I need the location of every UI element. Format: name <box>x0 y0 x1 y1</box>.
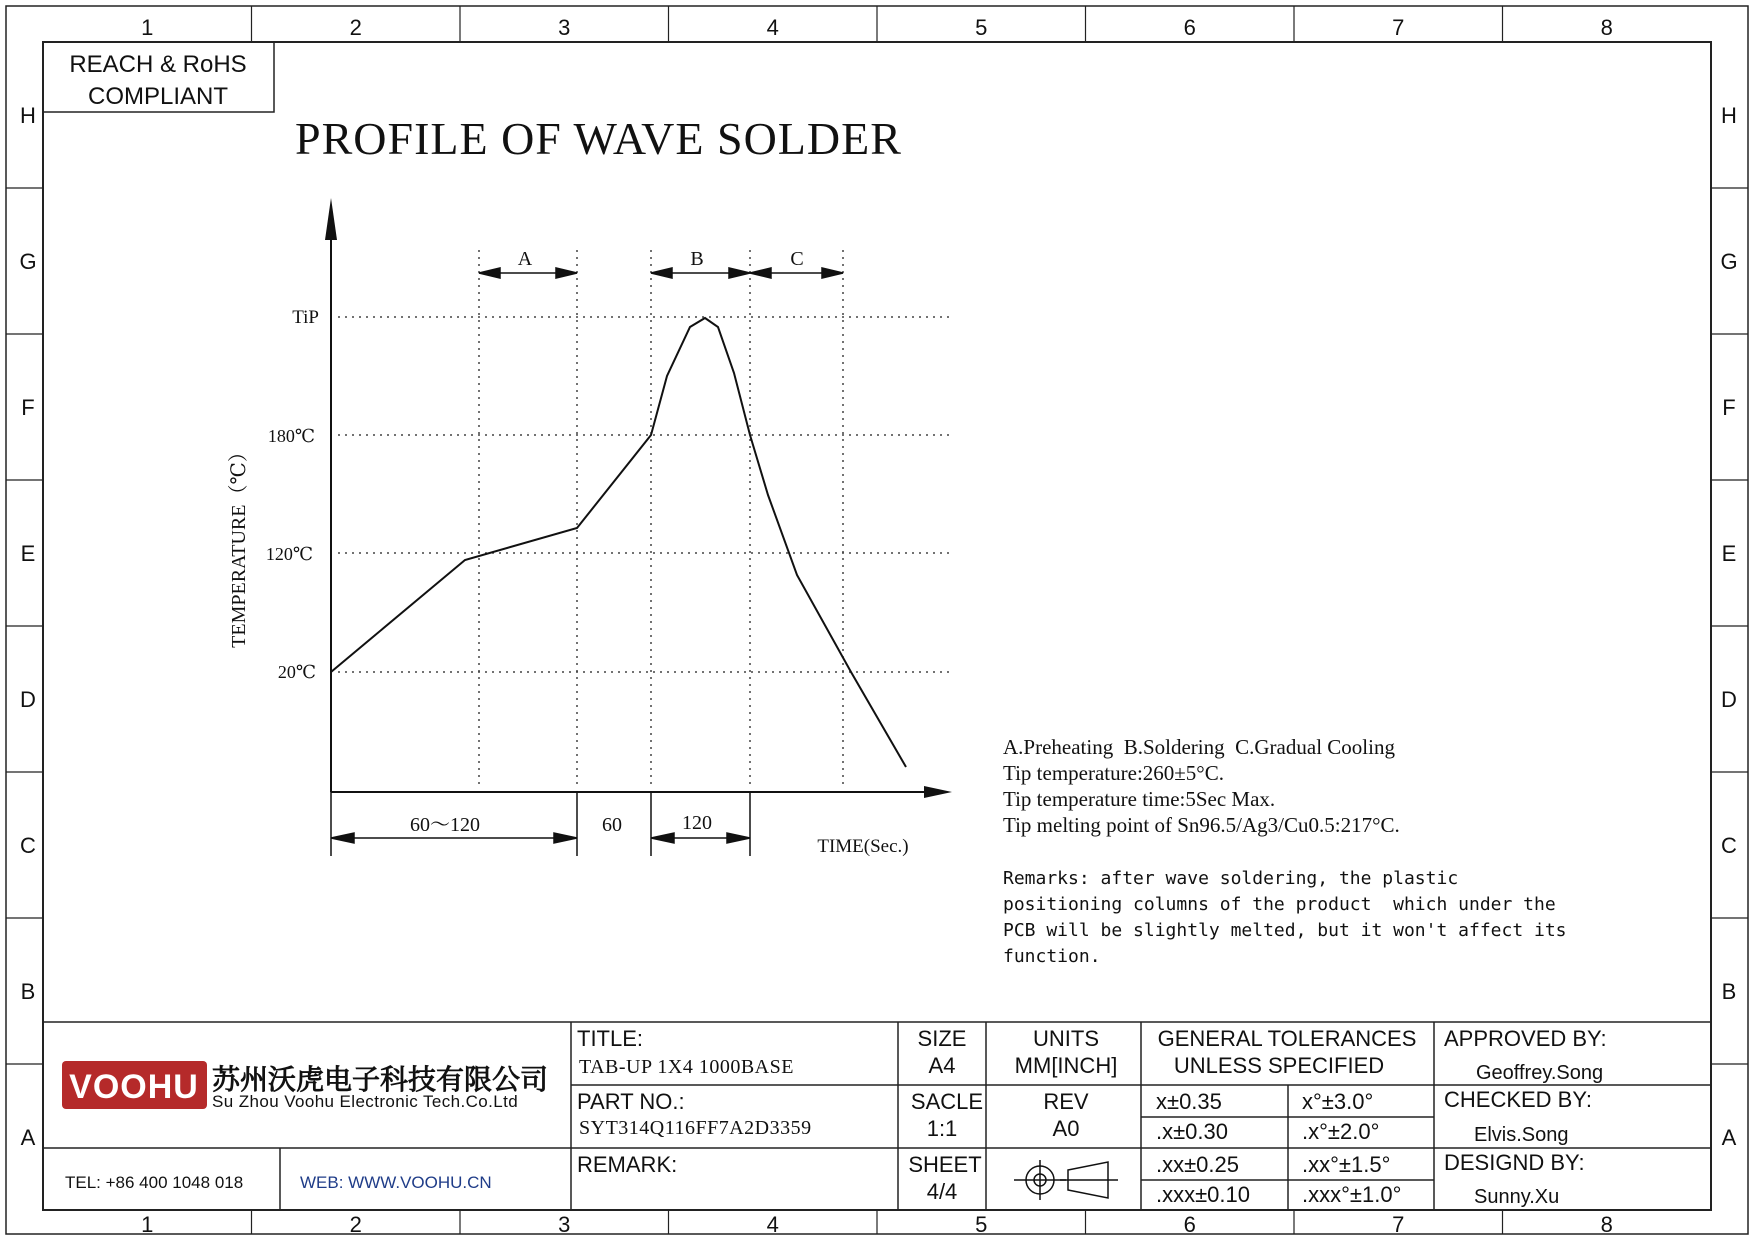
zone-label-a: A <box>517 248 533 270</box>
notes <box>1003 735 1567 967</box>
col-label-top-6: 6 <box>1183 15 1196 40</box>
y-axis-title: TEMPERATURE（℃） <box>228 442 250 648</box>
title-value: TAB-UP 1X4 1000BASE <box>579 1056 794 1078</box>
approved-by-value: Geoffrey.Song <box>1476 1062 1604 1084</box>
drawing-title: PROFILE OF WAVE SOLDER <box>295 113 902 164</box>
designed-by-label: DESIGND BY: <box>1444 1150 1585 1175</box>
row-label-left-H: H <box>20 103 36 128</box>
note-line-1: A.Preheating B.Soldering C.Gradual Cooling <box>1003 735 1395 759</box>
row-label-left-G: G <box>19 249 37 274</box>
col-label-top-5: 5 <box>975 15 988 40</box>
company-web[interactable]: WEB: WWW.VOOHU.CN <box>300 1173 492 1192</box>
tolerances-title-2: UNLESS SPECIFIED <box>1173 1053 1385 1078</box>
remark-line-2: positioning columns of the product which under the <box>1003 894 1556 915</box>
y-axis-arrow <box>325 198 337 240</box>
tol-linear-1: .x±0.30 <box>1156 1119 1229 1144</box>
sheet-label: SHEET <box>908 1152 982 1177</box>
compliance-line-2: COMPLIANT <box>87 83 229 110</box>
compliance-line-1: REACH & RoHS <box>69 51 247 78</box>
col-label-bottom-6: 6 <box>1183 1212 1196 1237</box>
x-axis-arrow <box>924 786 952 798</box>
part-number-value: SYT314Q116FF7A2D3359 <box>579 1117 812 1139</box>
col-label-bottom-8: 8 <box>1600 1212 1613 1237</box>
tol-angular-2: .xx°±1.5° <box>1302 1152 1391 1177</box>
col-label-top-7: 7 <box>1392 15 1405 40</box>
rev-value: A0 <box>1052 1116 1080 1141</box>
col-label-bottom-2: 2 <box>349 1212 362 1237</box>
tol-angular-3: .xxx°±1.0° <box>1302 1182 1402 1207</box>
units-value: MM[INCH] <box>1014 1053 1118 1078</box>
tol-linear-3: .xxx±0.10 <box>1156 1182 1251 1207</box>
scale-value: 1:1 <box>926 1116 958 1141</box>
note-line-2: Tip temperature:260±5°C. <box>1003 761 1224 785</box>
remark-line-3: PCB will be slightly melted, but it won't affect its <box>1003 920 1567 941</box>
remark-label: REMARK: <box>577 1152 678 1177</box>
solder-profile-chart <box>228 198 952 857</box>
tol-angular-0: x°±3.0° <box>1302 1089 1374 1114</box>
units-label: UNITS <box>1033 1026 1099 1051</box>
row-label-left-D: D <box>20 687 36 712</box>
checked-by-label: CHECKED BY: <box>1444 1087 1592 1112</box>
part-number-label: PART NO.: <box>577 1089 685 1114</box>
size-value: A4 <box>928 1053 956 1078</box>
zone-grid <box>6 6 1748 1237</box>
time-dimension-arrows <box>331 833 750 843</box>
time-span-preheat: 60～120 <box>410 814 480 836</box>
row-label-right-E: E <box>1721 541 1737 566</box>
tol-linear-0: x±0.35 <box>1156 1089 1222 1114</box>
row-label-left-F: F <box>21 395 35 420</box>
sheet-value: 4/4 <box>926 1179 958 1204</box>
projection-symbol-icon <box>1014 1160 1118 1200</box>
scale-label: SACLE <box>910 1089 984 1114</box>
note-line-4: Tip melting point of Sn96.5/Ag3/Cu0.5:217°C. <box>1003 813 1400 837</box>
col-label-bottom-1: 1 <box>141 1212 154 1237</box>
col-label-bottom-4: 4 <box>766 1212 779 1237</box>
voohu-logo-text: VOOHU <box>69 1068 199 1106</box>
company-name-en: Su Zhou Voohu Electronic Tech.Co.Ltd <box>212 1092 519 1111</box>
zone-label-b: B <box>690 248 704 270</box>
row-label-left-E: E <box>20 541 36 566</box>
temperature-profile-curve <box>331 318 906 767</box>
row-label-right-C: C <box>1721 833 1737 858</box>
row-label-right-H: H <box>1721 103 1737 128</box>
tol-linear-2: .xx±0.25 <box>1156 1152 1240 1177</box>
tol-angular-1: .x°±2.0° <box>1302 1119 1380 1144</box>
x-axis-title: TIME(Sec.) <box>817 836 909 857</box>
row-label-left-B: B <box>20 979 36 1004</box>
time-span-cool: 120 <box>682 812 712 834</box>
col-label-bottom-3: 3 <box>558 1212 571 1237</box>
level-label-tip: TiP <box>292 307 319 328</box>
row-label-right-A: A <box>1721 1125 1737 1150</box>
approved-by-label: APPROVED BY: <box>1444 1026 1607 1051</box>
level-label-180: 180℃ <box>267 426 315 446</box>
col-label-top-2: 2 <box>349 15 362 40</box>
row-label-left-A: A <box>20 1125 36 1150</box>
row-label-right-G: G <box>1720 249 1738 274</box>
level-lines <box>338 317 952 672</box>
row-label-right-D: D <box>1721 687 1737 712</box>
level-label-20: 20℃ <box>277 662 316 682</box>
company-name-cn: 苏州沃虎电子科技有限公司 <box>212 1064 549 1095</box>
zone-label-c: C <box>790 248 804 270</box>
zone-arrows <box>479 268 843 278</box>
col-label-bottom-5: 5 <box>975 1212 988 1237</box>
company-tel: TEL: +86 400 1048 018 <box>65 1173 244 1192</box>
level-label-120: 120℃ <box>265 544 313 564</box>
size-label: SIZE <box>917 1026 967 1051</box>
note-line-3: Tip temperature time:5Sec Max. <box>1003 787 1276 811</box>
row-label-right-F: F <box>1722 395 1736 420</box>
col-label-top-4: 4 <box>766 15 779 40</box>
col-label-top-3: 3 <box>558 15 571 40</box>
tolerances-title-1: GENERAL TOLERANCES <box>1157 1026 1417 1051</box>
title-label: TITLE: <box>577 1026 644 1051</box>
remark-line-1: Remarks: after wave soldering, the plastic <box>1003 868 1459 889</box>
row-label-right-B: B <box>1721 979 1737 1004</box>
designed-by-value: Sunny.Xu <box>1474 1186 1560 1208</box>
col-label-top-1: 1 <box>141 15 154 40</box>
title-block <box>43 1022 1711 1210</box>
col-label-bottom-7: 7 <box>1392 1212 1405 1237</box>
row-label-left-C: C <box>20 833 36 858</box>
zone-lines <box>479 250 843 788</box>
checked-by-value: Elvis.Song <box>1474 1124 1569 1146</box>
col-label-top-8: 8 <box>1600 15 1613 40</box>
time-span-solder: 60 <box>602 814 622 836</box>
remark-line-4: function. <box>1003 946 1101 967</box>
rev-label: REV <box>1043 1089 1089 1114</box>
